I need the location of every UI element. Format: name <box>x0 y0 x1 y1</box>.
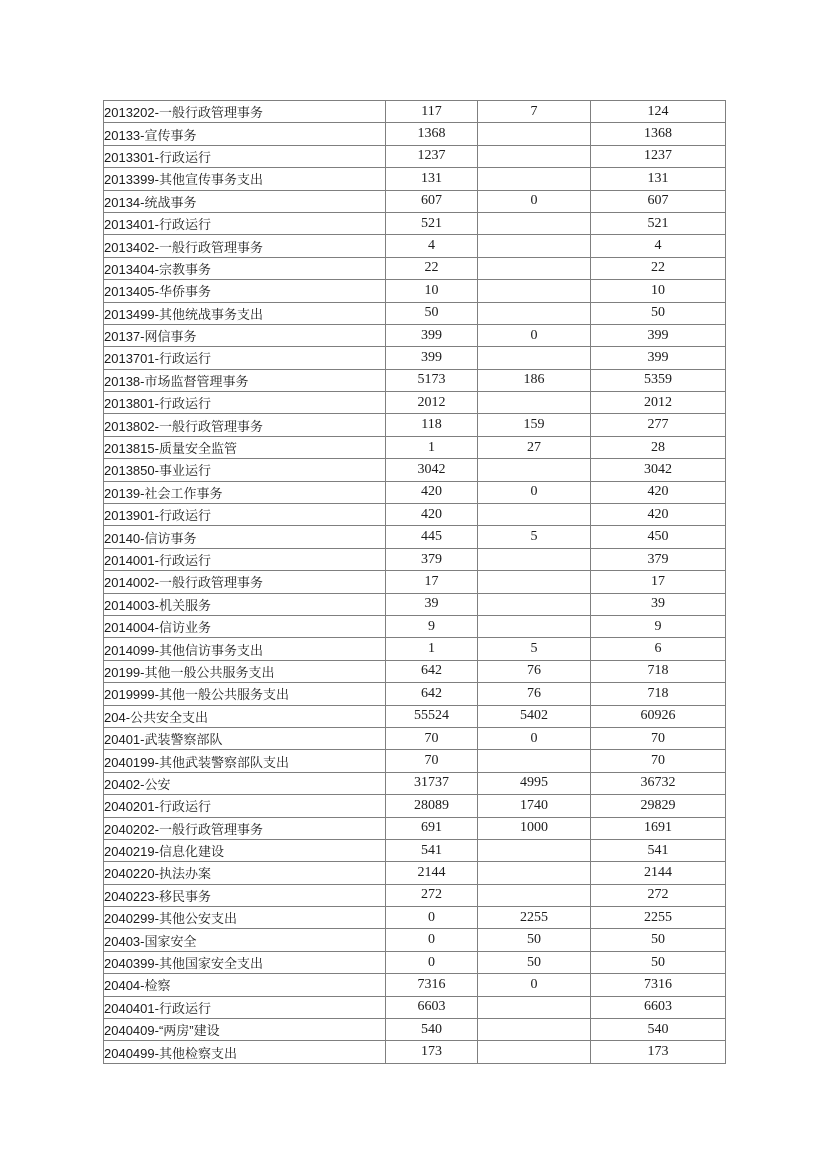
value-cell-1: 7316 <box>386 974 478 996</box>
value-cell-2 <box>478 168 591 190</box>
table-row <box>104 615 726 637</box>
table-row <box>104 235 726 257</box>
value-cell-1: 9 <box>386 615 478 637</box>
table-row <box>104 996 726 1018</box>
item-label-cell: 2013815-质量安全监管 <box>104 436 386 458</box>
value-cell-3: 28 <box>591 436 726 458</box>
table-row <box>104 1041 726 1063</box>
value-cell-1: 2144 <box>386 862 478 884</box>
value-cell-2 <box>478 504 591 526</box>
item-label-cell: 20137-网信事务 <box>104 324 386 346</box>
item-label-cell: 20401-武装警察部队 <box>104 727 386 749</box>
item-label-cell: 2014003-机关服务 <box>104 593 386 615</box>
value-cell-1: 607 <box>386 190 478 212</box>
value-cell-3: 17 <box>591 571 726 593</box>
item-label-cell: 2040499-其他检察支出 <box>104 1041 386 1063</box>
value-cell-3: 541 <box>591 839 726 861</box>
value-cell-2: 27 <box>478 436 591 458</box>
item-label-cell: 2040299-其他公安支出 <box>104 907 386 929</box>
item-label-cell: 20139-社会工作事务 <box>104 481 386 503</box>
value-cell-3: 22 <box>591 257 726 279</box>
item-label-cell: 2013901-行政运行 <box>104 504 386 526</box>
value-cell-3: 50 <box>591 302 726 324</box>
item-label-cell: 2040201-行政运行 <box>104 795 386 817</box>
value-cell-2: 1000 <box>478 817 591 839</box>
table-row <box>104 839 726 861</box>
item-label-cell: 20134-统战事务 <box>104 190 386 212</box>
value-cell-3: 10 <box>591 280 726 302</box>
item-label-cell: 2014004-信访业务 <box>104 615 386 637</box>
table-row <box>104 951 726 973</box>
item-label-cell: 2040399-其他国家安全支出 <box>104 951 386 973</box>
value-cell-2 <box>478 1041 591 1063</box>
value-cell-1: 0 <box>386 951 478 973</box>
table-row <box>104 907 726 929</box>
value-cell-2 <box>478 615 591 637</box>
value-cell-1: 642 <box>386 683 478 705</box>
table-row <box>104 414 726 436</box>
value-cell-2: 2255 <box>478 907 591 929</box>
value-cell-2: 0 <box>478 974 591 996</box>
table-row <box>104 302 726 324</box>
value-cell-1: 55524 <box>386 705 478 727</box>
value-cell-2 <box>478 123 591 145</box>
table-row <box>104 862 726 884</box>
item-label-cell: 204-公共安全支出 <box>104 705 386 727</box>
value-cell-2: 50 <box>478 929 591 951</box>
budget-table <box>103 100 726 1064</box>
value-cell-2 <box>478 750 591 772</box>
value-cell-2 <box>478 280 591 302</box>
value-cell-1: 10 <box>386 280 478 302</box>
budget-table-body <box>104 101 726 1064</box>
value-cell-2 <box>478 235 591 257</box>
value-cell-1: 28089 <box>386 795 478 817</box>
value-cell-2 <box>478 459 591 481</box>
item-label-cell: 20199-其他一般公共服务支出 <box>104 660 386 682</box>
value-cell-3: 521 <box>591 212 726 234</box>
table-row <box>104 145 726 167</box>
table-row <box>104 750 726 772</box>
value-cell-3: 420 <box>591 504 726 526</box>
value-cell-2 <box>478 1019 591 1041</box>
value-cell-3: 124 <box>591 101 726 123</box>
value-cell-3: 60926 <box>591 705 726 727</box>
table-row <box>104 548 726 570</box>
table-row <box>104 168 726 190</box>
value-cell-3: 3042 <box>591 459 726 481</box>
table-row <box>104 683 726 705</box>
value-cell-3: 6 <box>591 638 726 660</box>
value-cell-1: 272 <box>386 884 478 906</box>
value-cell-1: 1368 <box>386 123 478 145</box>
item-label-cell: 2040401-行政运行 <box>104 996 386 1018</box>
value-cell-3: 718 <box>591 660 726 682</box>
table-row <box>104 504 726 526</box>
value-cell-3: 7316 <box>591 974 726 996</box>
item-label-cell: 20140-信访事务 <box>104 526 386 548</box>
item-label-cell: 2040409-“两房”建设 <box>104 1019 386 1041</box>
value-cell-3: 131 <box>591 168 726 190</box>
value-cell-2: 186 <box>478 369 591 391</box>
value-cell-2: 0 <box>478 324 591 346</box>
value-cell-1: 1 <box>386 436 478 458</box>
value-cell-3: 420 <box>591 481 726 503</box>
value-cell-2: 5 <box>478 638 591 660</box>
item-label-cell: 2040202-一般行政管理事务 <box>104 817 386 839</box>
value-cell-1: 118 <box>386 414 478 436</box>
value-cell-3: 399 <box>591 347 726 369</box>
item-label-cell: 2014002-一般行政管理事务 <box>104 571 386 593</box>
value-cell-1: 39 <box>386 593 478 615</box>
item-label-cell: 2040223-移民事务 <box>104 884 386 906</box>
item-label-cell: 20133-宣传事务 <box>104 123 386 145</box>
table-row <box>104 212 726 234</box>
value-cell-2: 0 <box>478 190 591 212</box>
table-row <box>104 638 726 660</box>
item-label-cell: 2014001-行政运行 <box>104 548 386 570</box>
table-row <box>104 929 726 951</box>
item-label-cell: 2013401-行政运行 <box>104 212 386 234</box>
value-cell-1: 399 <box>386 347 478 369</box>
value-cell-2 <box>478 302 591 324</box>
table-row <box>104 369 726 391</box>
item-label-cell: 2013850-事业运行 <box>104 459 386 481</box>
value-cell-2: 4995 <box>478 772 591 794</box>
item-label-cell: 2013801-行政运行 <box>104 392 386 414</box>
value-cell-1: 70 <box>386 727 478 749</box>
value-cell-1: 540 <box>386 1019 478 1041</box>
value-cell-3: 70 <box>591 727 726 749</box>
value-cell-1: 2012 <box>386 392 478 414</box>
value-cell-3: 277 <box>591 414 726 436</box>
table-row <box>104 660 726 682</box>
item-label-cell: 2013399-其他宣传事务支出 <box>104 168 386 190</box>
item-label-cell: 2013405-华侨事务 <box>104 280 386 302</box>
value-cell-1: 31737 <box>386 772 478 794</box>
item-label-cell: 20404-检察 <box>104 974 386 996</box>
value-cell-3: 718 <box>591 683 726 705</box>
table-row <box>104 324 726 346</box>
item-label-cell: 20402-公安 <box>104 772 386 794</box>
value-cell-2: 76 <box>478 660 591 682</box>
table-row <box>104 280 726 302</box>
value-cell-1: 420 <box>386 504 478 526</box>
value-cell-1: 4 <box>386 235 478 257</box>
value-cell-2 <box>478 145 591 167</box>
table-row <box>104 526 726 548</box>
table-row <box>104 727 726 749</box>
item-label-cell: 2013499-其他统战事务支出 <box>104 302 386 324</box>
value-cell-1: 1237 <box>386 145 478 167</box>
value-cell-1: 521 <box>386 212 478 234</box>
table-row <box>104 593 726 615</box>
value-cell-2: 159 <box>478 414 591 436</box>
item-label-cell: 2040220-执法办案 <box>104 862 386 884</box>
value-cell-1: 420 <box>386 481 478 503</box>
table-row <box>104 1019 726 1041</box>
table-row <box>104 571 726 593</box>
value-cell-3: 272 <box>591 884 726 906</box>
table-row <box>104 817 726 839</box>
table-row <box>104 795 726 817</box>
value-cell-2: 5 <box>478 526 591 548</box>
value-cell-3: 540 <box>591 1019 726 1041</box>
value-cell-1: 399 <box>386 324 478 346</box>
table-row <box>104 123 726 145</box>
value-cell-3: 50 <box>591 929 726 951</box>
value-cell-2 <box>478 257 591 279</box>
value-cell-1: 0 <box>386 907 478 929</box>
table-row <box>104 705 726 727</box>
value-cell-2: 7 <box>478 101 591 123</box>
value-cell-1: 117 <box>386 101 478 123</box>
value-cell-1: 541 <box>386 839 478 861</box>
value-cell-2: 1740 <box>478 795 591 817</box>
value-cell-3: 1237 <box>591 145 726 167</box>
value-cell-3: 5359 <box>591 369 726 391</box>
table-row <box>104 884 726 906</box>
item-label-cell: 2040219-信息化建设 <box>104 839 386 861</box>
value-cell-1: 131 <box>386 168 478 190</box>
value-cell-3: 607 <box>591 190 726 212</box>
value-cell-2: 5402 <box>478 705 591 727</box>
value-cell-3: 1691 <box>591 817 726 839</box>
table-row <box>104 436 726 458</box>
value-cell-1: 6603 <box>386 996 478 1018</box>
value-cell-1: 70 <box>386 750 478 772</box>
value-cell-1: 22 <box>386 257 478 279</box>
value-cell-1: 691 <box>386 817 478 839</box>
item-label-cell: 2014099-其他信访事务支出 <box>104 638 386 660</box>
item-label-cell: 2019999-其他一般公共服务支出 <box>104 683 386 705</box>
item-label-cell: 20138-市场监督管理事务 <box>104 369 386 391</box>
item-label-cell: 2013701-行政运行 <box>104 347 386 369</box>
value-cell-3: 36732 <box>591 772 726 794</box>
value-cell-3: 9 <box>591 615 726 637</box>
value-cell-1: 173 <box>386 1041 478 1063</box>
value-cell-2: 0 <box>478 727 591 749</box>
value-cell-3: 6603 <box>591 996 726 1018</box>
table-row <box>104 190 726 212</box>
value-cell-2 <box>478 996 591 1018</box>
value-cell-3: 173 <box>591 1041 726 1063</box>
table-row <box>104 481 726 503</box>
value-cell-3: 399 <box>591 324 726 346</box>
value-cell-1: 379 <box>386 548 478 570</box>
value-cell-3: 29829 <box>591 795 726 817</box>
item-label-cell: 2013404-宗教事务 <box>104 257 386 279</box>
value-cell-2 <box>478 548 591 570</box>
value-cell-3: 50 <box>591 951 726 973</box>
value-cell-3: 39 <box>591 593 726 615</box>
value-cell-2 <box>478 593 591 615</box>
table-row <box>104 974 726 996</box>
table-row <box>104 459 726 481</box>
value-cell-1: 5173 <box>386 369 478 391</box>
value-cell-1: 1 <box>386 638 478 660</box>
table-row <box>104 347 726 369</box>
value-cell-3: 1368 <box>591 123 726 145</box>
value-cell-2 <box>478 347 591 369</box>
item-label-cell: 2013202-一般行政管理事务 <box>104 101 386 123</box>
value-cell-1: 3042 <box>386 459 478 481</box>
value-cell-2: 0 <box>478 481 591 503</box>
value-cell-3: 2144 <box>591 862 726 884</box>
table-row <box>104 392 726 414</box>
value-cell-1: 50 <box>386 302 478 324</box>
item-label-cell: 20403-国家安全 <box>104 929 386 951</box>
value-cell-2: 76 <box>478 683 591 705</box>
value-cell-2 <box>478 392 591 414</box>
value-cell-1: 445 <box>386 526 478 548</box>
value-cell-2 <box>478 839 591 861</box>
table-row <box>104 257 726 279</box>
value-cell-3: 379 <box>591 548 726 570</box>
item-label-cell: 2040199-其他武装警察部队支出 <box>104 750 386 772</box>
item-label-cell: 2013802-一般行政管理事务 <box>104 414 386 436</box>
item-label-cell: 2013402-一般行政管理事务 <box>104 235 386 257</box>
value-cell-2 <box>478 212 591 234</box>
item-label-cell: 2013301-行政运行 <box>104 145 386 167</box>
value-cell-1: 0 <box>386 929 478 951</box>
table-row <box>104 101 726 123</box>
value-cell-2 <box>478 571 591 593</box>
value-cell-2 <box>478 884 591 906</box>
table-row <box>104 772 726 794</box>
value-cell-3: 70 <box>591 750 726 772</box>
value-cell-3: 4 <box>591 235 726 257</box>
value-cell-1: 642 <box>386 660 478 682</box>
value-cell-2: 50 <box>478 951 591 973</box>
value-cell-3: 2012 <box>591 392 726 414</box>
value-cell-1: 17 <box>386 571 478 593</box>
value-cell-3: 450 <box>591 526 726 548</box>
value-cell-3: 2255 <box>591 907 726 929</box>
value-cell-2 <box>478 862 591 884</box>
